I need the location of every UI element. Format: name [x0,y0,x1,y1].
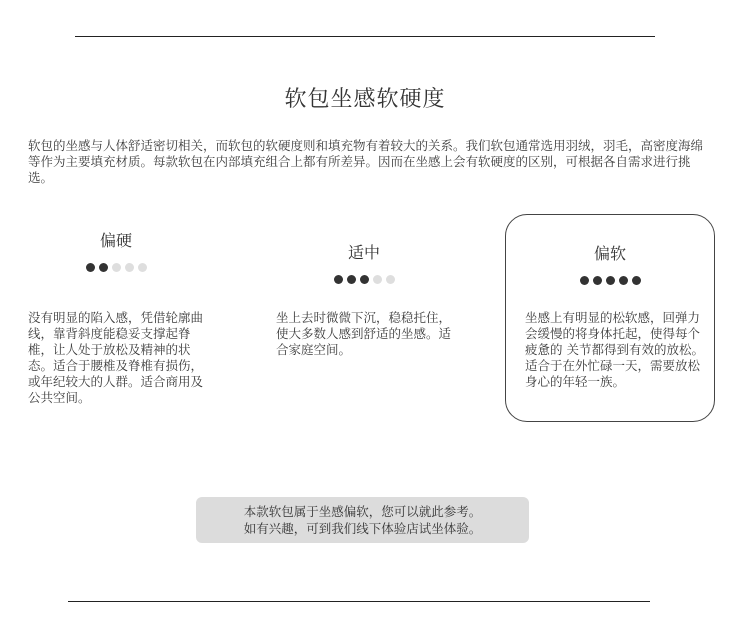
rating-dot-filled [580,276,589,285]
notice-line: 本款软包属于坐感偏软，您可以就此参考。 [243,504,482,519]
level-title: 适中 [347,243,380,262]
level-hard [28,228,204,405]
bottom-divider [68,601,650,602]
rating-dot-filled [86,263,95,272]
intro-paragraph: 软包的坐感与人体舒适密切相关，而软包的软硬度则和填充物有着较大的关系。我们软包通常选用羽绒，羽毛，高密度海绵等作为主要填充材质。每款软包在内部填充组合上都有所差异。因而在坐感上会有软硬度的区别，可根据各自需求进行挑选。 [28,138,704,185]
rating-dot-filled [334,275,343,284]
level-medium [276,240,452,357]
rating-dot-filled [606,276,615,285]
level-description: 没有明显的陷入感，凭借轮廓曲线，靠背斜度能稳妥支撑起脊椎，让人处于放松及精神的状态。适合于腰椎及脊椎有损伤，或年纪较大的人群。适合商用及公共空间。 [28,310,204,405]
rating-dot-filled [99,263,108,272]
rating-dot-filled [632,276,641,285]
rating-dot-empty [112,263,121,272]
level-soft-highlighted [505,214,715,422]
rating-dot-filled [593,276,602,285]
notice-line: 如有兴趣，可到我们线下体验店试坐体验。 [243,521,482,536]
rating-dot-empty [125,263,134,272]
rating-dot-filled [619,276,628,285]
rating-dots [276,275,452,284]
level-title: 偏软 [593,244,626,263]
page-title: 软包坐感软硬度 [284,87,446,112]
rating-dots [28,263,204,272]
rating-dot-filled [360,275,369,284]
rating-dot-empty [386,275,395,284]
level-description: 坐上去时微微下沉，稳稳托住，使大多数人感到舒适的坐感。适合家庭空间。 [276,310,452,357]
level-title: 偏硬 [99,231,132,250]
rating-dot-empty [138,263,147,272]
rating-dot-empty [373,275,382,284]
level-description: 坐感上有明显的松软感，回弹力会缓慢的将身体托起，使得每个 疲惫的 关节都得到有效的放松。适合于在外忙碌一天，需要放松身心的年轻一族。 [525,310,704,389]
rating-dots [506,276,714,285]
notice-box [196,497,529,543]
top-divider [75,36,655,37]
rating-dot-filled [347,275,356,284]
